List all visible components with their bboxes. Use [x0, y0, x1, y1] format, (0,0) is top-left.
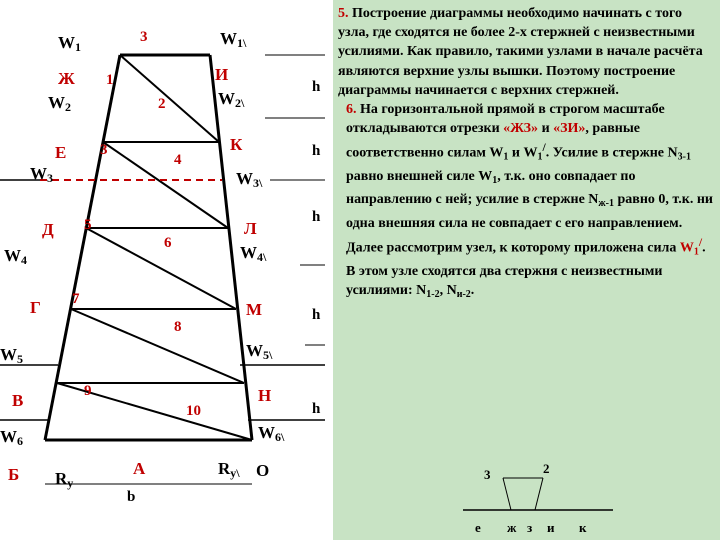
height-label-1: h: [312, 79, 321, 95]
force-diagram-lines: [338, 448, 668, 540]
reaction-ryp-label: Ry\: [218, 459, 240, 480]
node-n-label: Н: [258, 386, 272, 405]
panel-4: 4: [174, 152, 182, 168]
load-w6-label: W6: [0, 427, 23, 448]
node-l-label: Л: [244, 219, 257, 238]
node-m-label: М: [246, 300, 263, 319]
diagram-axis-z: з: [527, 520, 533, 535]
panel-5: 5: [84, 217, 92, 233]
height-label-3: h: [312, 209, 321, 225]
node-v-label: В: [12, 391, 24, 410]
node-g-label: Г: [30, 298, 41, 317]
diagram-axis-e: е: [475, 520, 481, 535]
height-label-2: h: [312, 143, 321, 159]
node-e-label: Е: [55, 143, 67, 162]
base-width-label: b: [127, 489, 136, 505]
diagonal-3: [86, 228, 236, 309]
load-w4-label: W4: [4, 246, 27, 267]
load-w3p-label: W3\: [236, 169, 263, 190]
height-label-5: h: [312, 401, 321, 417]
panel-7: 7: [72, 291, 80, 307]
diagram-point-2: 2: [543, 461, 550, 476]
node-b-label: Б: [8, 465, 20, 484]
load-w2-label: W2: [48, 93, 71, 114]
node-o-label: О: [256, 461, 270, 480]
node-a-label: А: [133, 459, 146, 478]
load-w6p-label: W6\: [258, 423, 285, 444]
panel-3: 3: [100, 142, 108, 158]
load-w5p-label: W5\: [246, 341, 273, 362]
diagonal-4: [71, 309, 244, 383]
load-w4p-label: W4\: [240, 243, 267, 264]
load-w1-label: W1: [58, 33, 81, 54]
reaction-ry-label: Ry: [55, 469, 74, 490]
diagonal-2: [103, 142, 228, 228]
node-k-label: К: [230, 135, 243, 154]
panel-2: 2: [158, 96, 166, 112]
panel-3-top: 3: [140, 29, 148, 45]
explanation-text: [338, 4, 714, 304]
panel-10: 10: [186, 403, 201, 419]
diagram-axis-i: и: [547, 520, 555, 535]
height-label-4: h: [312, 307, 321, 323]
truss-drawing: [0, 0, 333, 540]
diagram-right-leg: [535, 478, 543, 510]
diagram-axis-zh: ж: [507, 520, 517, 535]
panel-8: 8: [174, 319, 182, 335]
load-w1p-label: W1\: [220, 29, 247, 50]
paragraph-5: 5. Построение диаграммы необходимо начинать с того узла, где сходятся не более 2-х стержней с неизвестными усилиями. Как правило, такими узлами в начале расчёта являются верхние узлы вышки. Поэтому построение диаграммы начинается с верхних стержней.: [338, 6, 703, 98]
paragraph-next: Далее рассмотрим узел, к которому приложена сила $W_1^/$. В этом узле сходятся два стержня с неизвестными усилиями: $N_{1-2}$, $N_{и-2}$.: [346, 235, 706, 300]
panel-9: 9: [84, 383, 92, 399]
load-w3-label: W3: [30, 164, 53, 185]
diagram-left-leg: [503, 478, 511, 510]
diagram-point-3: 3: [484, 467, 491, 482]
paragraph-6: 6. На горизонтальной прямой в строгом масштабе откладываются отрезки «ЖЗ» и «ЗИ», равные соответственно силам $W_1$ и $W_1^/$. Усилие в стержне $N_{3-1}$ равно внешней силе $W_1$, т.к. оно совпадает по направлению с ней; усилие в стержне $N_{ж-1}$ равно 0, т.к. ни одна внешняя сила не совпадает с его направлением.: [346, 102, 713, 231]
node-i-label: И: [215, 65, 229, 84]
node-zh-label: Ж: [58, 69, 75, 88]
node-d-label: Д: [42, 220, 54, 239]
load-w2p-label: W2\: [218, 89, 245, 110]
panel-6: 6: [164, 235, 172, 251]
load-w5-label: W5: [0, 345, 23, 366]
panel-1: 1: [106, 72, 114, 88]
diagram-axis-k: к: [579, 520, 587, 535]
diagonal-1: [120, 55, 219, 142]
